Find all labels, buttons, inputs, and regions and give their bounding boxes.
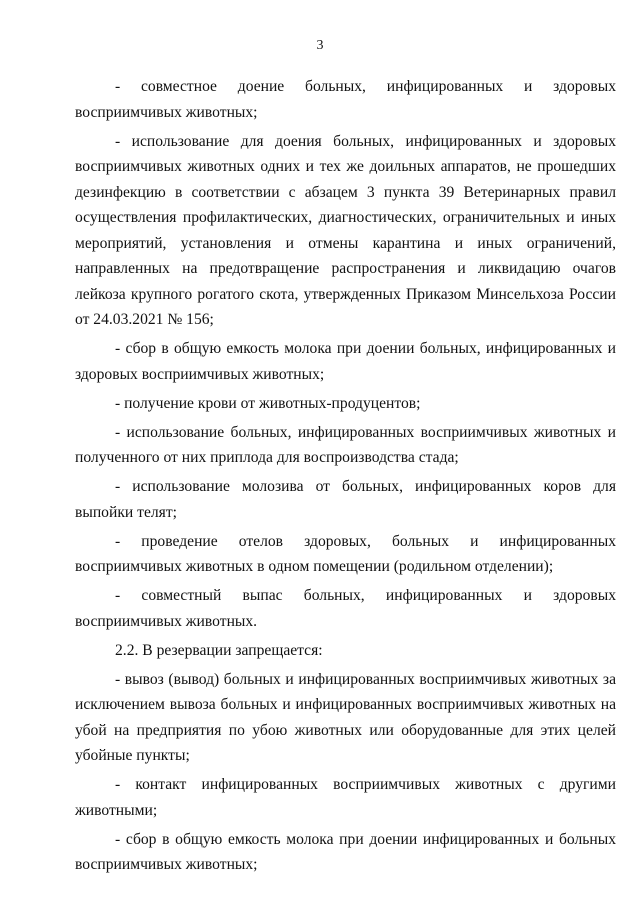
paragraph: - сбор в общую емкость молока при доении больных, инфицированных и здоровых восприимчивых животных; bbox=[75, 340, 616, 383]
paragraph: - использование для доения больных, инфицированных и здоровых восприимчивых животных одних и тех же доильных аппаратов, не прошедших дезинфекцию в соответствии с абзацем 3 пункта 39 Ветеринарных правил осуществления профилактических, диагностических, ограничительных и иных мероприятий, установления и отмены карантина и иных ограничений, направленных на предотвращение распространения и ликвидацию очагов лейкоза крупного рогатого скота, утвержденных Приказом Минсельхоза России от 24.03.2021 № 156; bbox=[75, 132, 616, 328]
paragraph: - использование больных, инфицированных восприимчивых животных и полученного от них приплода для воспроизводства стада; bbox=[75, 423, 616, 466]
paragraph: - совместный выпас больных, инфицированных и здоровых восприимчивых животных. bbox=[75, 587, 616, 630]
paragraph: - получение крови от животных-продуцентов; bbox=[115, 394, 421, 412]
paragraph: - проведение отелов здоровых, больных и инфицированных восприимчивых животных в одном помещении (родильном отделении); bbox=[75, 532, 616, 575]
document-body bbox=[75, 74, 616, 881]
paragraph: - использование молозива от больных, инфицированных коров для выпойки телят; bbox=[75, 478, 616, 521]
paragraph: - контакт инфицированных восприимчивых животных с другими животными; bbox=[75, 776, 616, 819]
paragraph: - сбор в общую емкость молока при доении инфицированных и больных восприимчивых животных; bbox=[75, 830, 616, 873]
section-heading: 2.2. В резервации запрещается: bbox=[115, 641, 323, 659]
paragraph: - вывоз (вывод) больных и инфицированных восприимчивых животных за исключением вывоза больных и инфицированных восприимчивых животных на убой на предприятия по убою животных или оборудованные для этих целей убойные пункты; bbox=[75, 670, 616, 764]
paragraph: - совместное доение больных, инфицированных и здоровых восприимчивых животных; bbox=[75, 78, 616, 121]
page-number: 3 bbox=[316, 38, 324, 53]
